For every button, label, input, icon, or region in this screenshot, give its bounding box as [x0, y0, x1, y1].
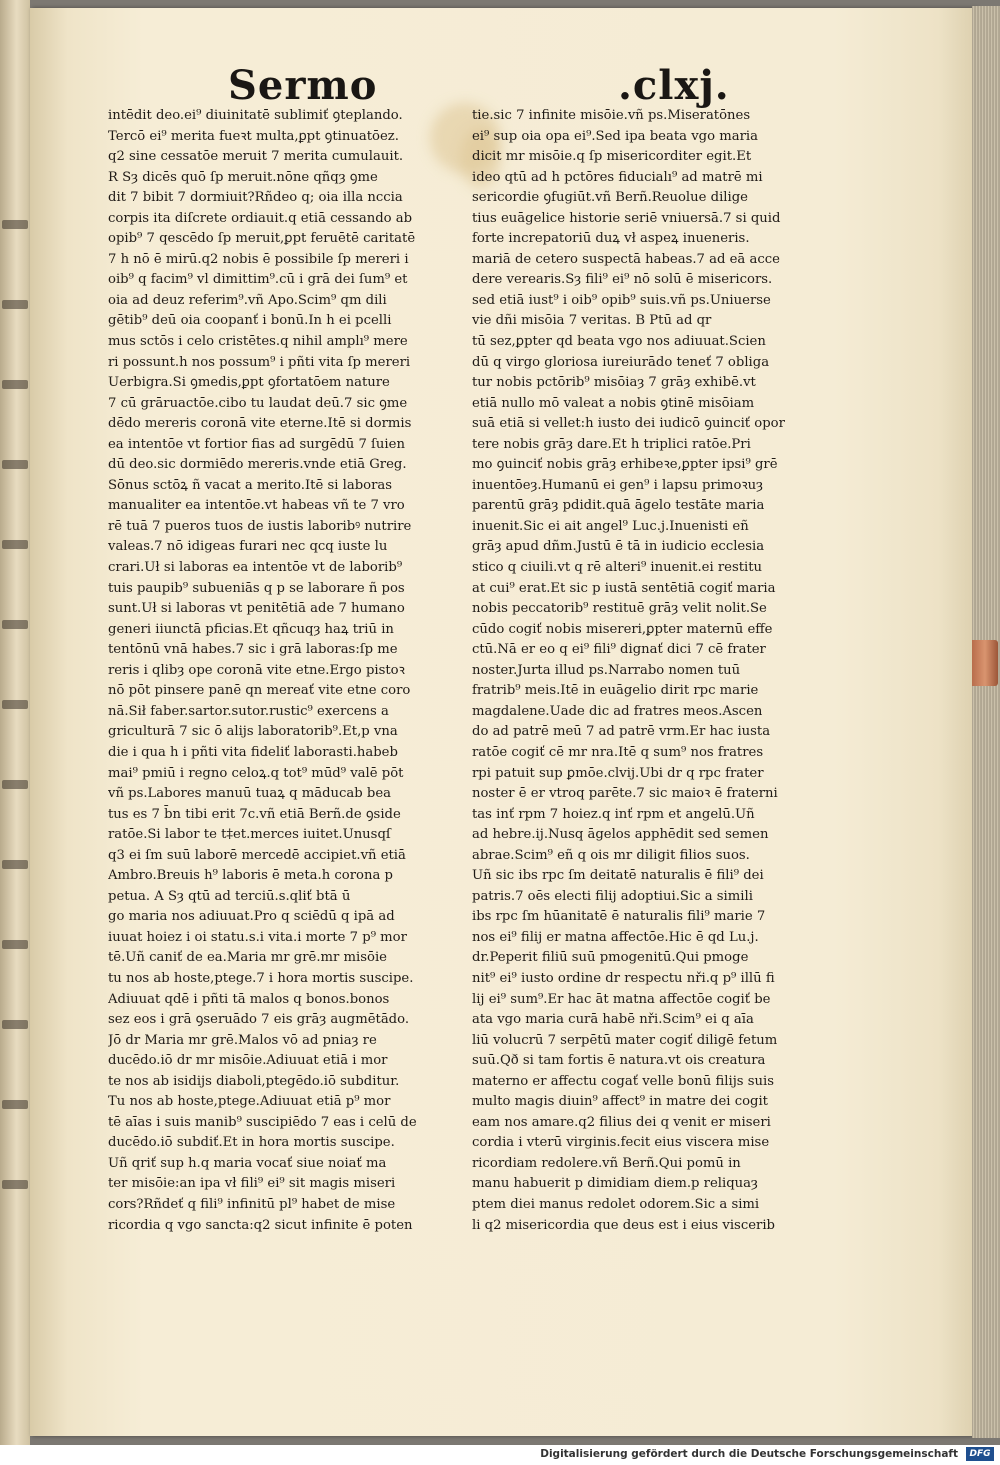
text-line: mo ꝯuinciť nobis grāȝ erhibeꝛe,ꝑpter ipsi⁹ grē: [472, 457, 778, 473]
text-line: ducēdo.iō subdiť.Et in hora mortis suscipe.: [108, 1135, 395, 1151]
text-line: manu habuerit p dimidiam diem.p reliquaȝ: [472, 1176, 758, 1192]
text-line: oia ad deuz referim⁹.vñ Apo.Scim⁹ qm dili: [108, 292, 387, 308]
text-line: dicit mr misōie.q ſp misericorditer egit.Et: [472, 149, 752, 165]
text-line: tū sez,ꝑpter qd beata vgo nos adiuuat.Scien: [472, 334, 766, 350]
text-line: ibs rpc ſm hūanitatē ē naturalis fili⁹ marie 7: [472, 909, 766, 925]
text-line: Uñ qriť sup h.q maria vocať siue noiať ma: [108, 1155, 387, 1171]
text-line: R Sȝ dicēs quō ſp meruit.nōne qñqȝ ꝯme: [108, 169, 378, 185]
text-line: do ad patrē meū 7 ad patrē vrm.Er hac iusta: [472, 724, 771, 740]
text-line: nō pōt pinsere panē qn mereať vite etne coro: [108, 683, 411, 699]
text-column-left: [108, 106, 438, 1236]
text-line: Adiuuat qdē i pñti tā malos q bonos.bonos: [108, 991, 390, 1007]
text-line: ricordiam redolere.vñ Berñ.Qui pomū in: [472, 1155, 741, 1171]
text-line: q2 sine cessatōe meruit 7 merita cumulauit.: [108, 149, 404, 165]
text-line: stico q ciuili.vt q rē alteri⁹ inuenit.ei restitu: [472, 560, 763, 576]
text-line: ter misōie:an ipa vł fili⁹ ei⁹ sit magis miseri: [108, 1176, 396, 1192]
text-line: sed etiā iust⁹ i oib⁹ opib⁹ suis.vñ ps.Uniuerse: [472, 292, 771, 308]
text-line: valeas.7 nō idigeas furari nec qcq iuste lu: [108, 539, 388, 555]
text-line: li q2 misericordia que deus est i eius viscerib: [472, 1217, 775, 1233]
text-line: Ambro.Breuis h⁹ laboris ē meta.h corona p: [108, 868, 393, 884]
text-line: tē aīas i suis manib⁹ suscipiēdo 7 eas i celū de: [108, 1114, 417, 1130]
text-line: vñ ps.Labores manuū tuaꝝ q māducab bea: [108, 786, 392, 802]
text-line: magdalene.Uade dic ad fratres meos.Ascen: [472, 703, 763, 719]
text-line: sez eos i grā ꝯseruādo 7 eis grāȝ augmētādo.: [108, 1012, 410, 1028]
text-line: sericordie ꝯfugiūt.vñ Berñ.Reuolue dilige: [472, 190, 748, 206]
footer-credit: Digitalisierung gefördert durch die Deutsche Forschungsgemeinschaft: [540, 1448, 958, 1460]
text-line: tus es 7 b̄n tibi erit 7c.vñ etiā Berñ.de ꝯside: [108, 806, 401, 822]
text-line: ad hebre.ij.Nusq āgelos apphēdit sed semen: [472, 827, 769, 843]
running-head-right: .clxj.: [618, 62, 730, 109]
text-line: generi iiunctā pficias.Et qñcuqȝ haꝝ triū in: [108, 621, 394, 637]
text-line: te nos ab isidijs diaboli,ptegēdo.iō subditur.: [108, 1073, 400, 1089]
text-line: nā.Sił faber.sartor.sutor.rustic⁹ exercens a: [108, 703, 389, 719]
text-line: die i qua h i pñti vita fideliť laborasti.habeb: [108, 744, 398, 760]
text-line: dere verearis.Sȝ fili⁹ ei⁹ nō solū ē misericors.: [472, 272, 773, 288]
text-line: noster ē er vtroq parēte.7 sic maioꝛ ē fraterni: [472, 786, 778, 802]
text-column-right: [472, 106, 790, 1236]
text-line: ei⁹ sup oia opa ei⁹.Sed ipa beata vgo maria: [472, 128, 758, 144]
text-line: intēdit deo.ei⁹ diuinitatē sublimiť ꝯteplando.: [108, 108, 403, 123]
text-line: go maria nos adiuuat.Pro q sciēdū q ipā ad: [108, 909, 395, 925]
text-line: mariā de cetero suspectā habeas.7 ad eā acce: [472, 251, 780, 267]
text-line: mus sctōs i celo cristētes.q nihil amplı⁹ mere: [108, 334, 408, 350]
text-line: tie.sic 7 infinite misōie.vñ ps.Miseratōnes: [472, 108, 751, 123]
text-line: manualiter ea intentōe.vt habeas vñ te 7 vro: [108, 498, 405, 514]
text-line: tur nobis pctōrib⁹ misōiaȝ 7 grāȝ exhibē.vt: [472, 375, 756, 391]
text-line: dit 7 bibit 7 dormiuit?Rñdeo q; oia illa nccia: [108, 190, 403, 206]
text-line: sunt.Uł si laboras vt penitētiā ade 7 humano: [108, 601, 405, 617]
text-line: nit⁹ ei⁹ iusto ordine dr respectu nři.q p⁹ illū fi: [472, 970, 775, 986]
text-line: Sōnus sctōꝝ ñ vacat a merito.Itē si laboras: [108, 477, 393, 493]
text-line: ctū.Nā er eo q ei⁹ fili⁹ dignať dici 7 cē frater: [472, 642, 766, 658]
text-line: dū deo.sic dormiēdo mereris.vnde etiā Greg.: [108, 457, 407, 473]
text-line: tuis paupib⁹ subueniās q p se laborare ñ pos: [108, 580, 405, 596]
text-line: Tu nos ab hoste,ptege.Adiuuat etiā p⁹ mor: [108, 1094, 391, 1110]
text-line: parentū grāȝ pdidit.quā āgelo testāte maria: [472, 498, 765, 514]
text-line: Uñ sic ibs rpc ſm deitatē naturalis ē fili⁹ dei: [472, 868, 764, 884]
text-line: fratrib⁹ meis.Itē in euāgelio dirit rpc marie: [472, 683, 759, 699]
text-line: petua. A Sȝ qtū ad terciū.s.qliť btā ū: [108, 888, 351, 904]
text-line: rē tuā 7 pueros tuos de iustis laboribꝰ nutrire: [108, 518, 412, 534]
text-line: multo magis diuin⁹ affect⁹ in matre dei cogit: [472, 1094, 768, 1110]
text-line: crari.Uł si laboras ea intentōe vt de laborib⁹: [108, 560, 403, 576]
text-line: opib⁹ 7 qescēdo ſp meruit,ꝑpt feruētē caritatē: [108, 231, 416, 247]
text-line: materno er affectu cogať velle bonū filijs suis: [472, 1073, 774, 1089]
text-line: griculturā 7 sic ō alijs laboratorib⁹.Et,p vna: [108, 724, 398, 740]
text-line: tius euāgelice historie seriē vniuersā.7 si quid: [472, 210, 781, 226]
text-line: tē.Uñ caniť de ea.Maria mr grē.mr misōie: [108, 950, 387, 966]
text-line: inuentōeȝ.Humanū ei gen⁹ i lapsu primoꝛuȝ: [472, 477, 763, 493]
text-line: at cui⁹ erat.Et sic p iustā sentētiā cogiť maria: [472, 580, 776, 596]
text-line: cors?Rñdeť q fili⁹ infinitū pl⁹ habet de mise: [108, 1196, 396, 1212]
text-line: liū volucrū 7 serpētū mater cogiť diligē fetum: [472, 1032, 778, 1048]
text-line: inuenit.Sic ei ait angel⁹ Luc.j.Inuenisti eñ: [472, 518, 749, 534]
text-line: vie dñi misōia 7 veritas. B Ptū ad qr: [472, 313, 712, 329]
text-line: gētib⁹ deū oia coopanť i bonū.In h ei pcelli: [108, 313, 392, 329]
text-line: ptem diei manus redolet odorem.Sic a simi: [472, 1196, 760, 1212]
text-line: ri possunt.h nos possum⁹ i pñti vita ſp mereri: [108, 354, 411, 370]
text-line: ea intentōe vt fortior fias ad surgēdū 7 ſuien: [108, 436, 405, 452]
text-line: ideo qtū ad h pctōres fiducialı⁹ ad matrē mi: [472, 169, 763, 185]
text-line: 7 cū grāruactōe.cibo tu laudat deū.7 sic ꝯme: [108, 395, 408, 411]
text-line: rpi patuit sup ꝑmōe.clvij.Ubi dr q rpc frater: [472, 765, 764, 781]
text-line: nos ei⁹ filij er matna affectōe.Hic ē qd Lu.j.: [472, 929, 759, 945]
text-line: cordia i vterū virginis.fecit eius viscera mise: [472, 1135, 770, 1151]
previous-page-edge: [0, 0, 30, 1445]
text-line: Uerbigra.Si ꝯmedis,ꝑpt ꝯfortatōem nature: [108, 375, 390, 391]
page-stack-edge: [972, 6, 1000, 1438]
text-line: oib⁹ q facim⁹ vl dimittim⁹.cū i grā dei ſum⁹ et: [108, 272, 408, 288]
text-line: ratōe.Si labor te t‡et.merces iuitet.Unusqſ: [108, 827, 391, 843]
running-head-left: Sermo: [228, 62, 378, 109]
text-line: q3 ei ſm suū laborē mercedē accipiet.vñ etiā: [108, 847, 406, 863]
text-line: eam nos amare.q2 filius dei q venit er miseri: [472, 1114, 771, 1130]
dfg-logo: DFG: [966, 1447, 994, 1461]
text-line: mai⁹ pmiū i regno celoꝝ.q tot⁹ mūd⁹ valē pōt: [108, 765, 404, 781]
text-line: cūdo cogiť nobis misereri,ꝑpter maternū effe: [472, 621, 773, 637]
text-line: dēdo mereris coronā vite eterne.Itē si dormis: [108, 416, 412, 432]
text-line: Jō dr Maria mr grē.Malos vō ad pniaȝ re: [108, 1032, 377, 1048]
text-line: iuuat hoiez i oi statu.s.i vita.i morte 7 p⁹ mor: [108, 929, 407, 945]
text-line: ata vgo maria curā habē nři.Scim⁹ ei q aīa: [472, 1012, 754, 1028]
text-line: 7 h nō ē mirū.q2 nobis ē possibile ſp mereri i: [108, 251, 409, 267]
page-tab-marker: [972, 640, 998, 686]
text-line: corpis ita diſcrete ordiauit.q etiā cessando ab: [108, 210, 413, 226]
text-line: nobis peccatorib⁹ restituē grāȝ velit nolit.Se: [472, 601, 767, 617]
text-line: Tercō ei⁹ merita fueꝛt multa,ꝑpt ꝯtinuatōez.: [108, 128, 399, 144]
text-line: dū q virgo gloriosa iureiurādo teneť 7 obliga: [472, 354, 770, 370]
text-line: reris i qlibȝ ope coronā vite etne.Ergo pistoꝛ: [108, 662, 405, 678]
text-line: lij ei⁹ sum⁹.Er hac āt matna affectōe cogiť be: [472, 991, 771, 1007]
text-line: abrae.Scim⁹ eñ q ois mr diligit filios suos.: [472, 847, 750, 863]
text-line: grāȝ apud dñm.Justū ē tā in iudicio ecclesia: [472, 539, 765, 555]
text-line: tentōnū vnā habes.7 sic i grā laboras:ſp me: [108, 642, 398, 658]
text-line: tere nobis grāȝ dare.Et h triplici ratōe.Pri: [472, 436, 751, 452]
text-line: ricordia q vgo sancta:q2 sicut infinite ē poten: [108, 1217, 413, 1233]
text-line: tas inť rpm 7 hoiez.q inť rpm et angelū.Uñ: [472, 806, 755, 822]
text-line: noster.Jurta illud ps.Narrabo nomen tuū: [472, 662, 741, 678]
text-line: etiā nullo mō valeat a nobis ꝯtinē misōiam: [472, 395, 755, 411]
text-line: forte increpatoriū duꝝ vł aspeꝝ inueneris.: [472, 231, 750, 247]
text-line: suā etiā si vellet:h iusto dei iudicō ꝯuinciť opor: [472, 416, 785, 432]
text-line: dr.Peperit filiū suū pmogenitū.Qui pmoge: [472, 950, 749, 966]
text-line: patris.7 oēs electi filij adoptiui.Sic a simili: [472, 888, 753, 904]
text-line: tu nos ab hoste,ptege.7 i hora mortis suscipe.: [108, 970, 414, 986]
text-line: suū.Qð si tam fortis ē natura.vt ois creatura: [472, 1053, 766, 1069]
text-line: ducēdo.iō dr mr misōie.Adiuuat etiā i mor: [108, 1053, 388, 1069]
text-line: ratōe cogiť cē mr nra.Itē q sum⁹ nos fratres: [472, 744, 764, 760]
